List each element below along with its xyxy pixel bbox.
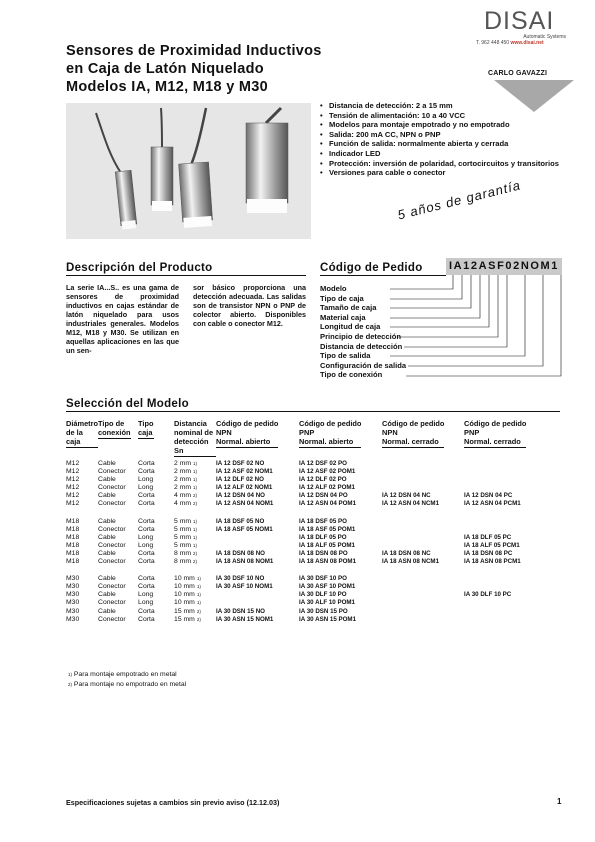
table-cell: IA 30 ASN 15 NOM1 bbox=[216, 615, 274, 623]
table-cell: Cable bbox=[98, 533, 116, 541]
table-cell bbox=[464, 460, 544, 468]
table-cell: Corta bbox=[138, 500, 155, 508]
table-cell bbox=[382, 599, 464, 607]
code-label: Configuración de salida bbox=[320, 360, 407, 370]
table-cell: M18 bbox=[66, 549, 80, 557]
table-row bbox=[66, 608, 544, 616]
order-code-heading: Código de Pedido bbox=[320, 262, 446, 276]
table-cell: 15 mm $^{2)}$ bbox=[174, 615, 201, 623]
table-cell: IA 18 DSN 08 NC bbox=[382, 549, 431, 557]
table-cell bbox=[216, 599, 299, 607]
code-label: Longitud de caja bbox=[320, 322, 381, 332]
table-cell: IA 30 DSF 10 PO bbox=[299, 575, 347, 583]
table-cell bbox=[464, 476, 544, 484]
note-marker: 1) bbox=[193, 542, 198, 548]
table-cell: M12 bbox=[66, 492, 80, 500]
table-cell: IA 12 ALF 02 NOM1 bbox=[216, 484, 273, 492]
brand-name: CARLO GAVAZZI bbox=[488, 70, 548, 77]
table-cell: 10 mm $^{1)}$ bbox=[174, 575, 201, 583]
table-cell: IA 30 ASF 10 POM1 bbox=[299, 583, 356, 591]
table-row bbox=[66, 476, 544, 484]
table-cell: IA 12 DSF 02 PO bbox=[299, 460, 347, 467]
table-cell: IA 12 DSN 04 NC bbox=[382, 492, 431, 500]
table-cell: 2 mm $^{1)}$ bbox=[174, 484, 198, 492]
table-cell: M30 bbox=[66, 599, 80, 607]
table-cell: Corta bbox=[138, 583, 155, 591]
table-cell: IA 18 DSF 05 NO bbox=[216, 517, 265, 525]
table-cell bbox=[382, 534, 464, 542]
table-cell: Cable bbox=[98, 591, 116, 599]
table-cell bbox=[464, 608, 544, 616]
feature-item: • Distancia de detección: 2 a 15 mm bbox=[320, 101, 560, 111]
table-cell: Cable bbox=[98, 549, 116, 557]
table-cell: M12 bbox=[66, 460, 80, 467]
table-cell: Conector bbox=[98, 500, 126, 508]
table-cell: IA 12 DSF 02 NO bbox=[216, 460, 265, 467]
code-label: Tipo de caja bbox=[320, 293, 364, 303]
table-cell: IA 12 ALF 02 POM1 bbox=[299, 484, 355, 492]
table-cell: IA 18 DLF 05 PC bbox=[464, 533, 512, 541]
table-cell: IA 30 DLF 10 PC bbox=[464, 591, 512, 599]
table-cell bbox=[382, 468, 464, 476]
product-photo bbox=[66, 103, 311, 239]
title-line: en Caja de Latón Niquelado bbox=[66, 61, 264, 77]
table-cell bbox=[216, 534, 299, 542]
table-cell: M18 bbox=[66, 541, 80, 549]
table-cell: Conector bbox=[98, 615, 126, 623]
table-cell: Cable bbox=[98, 492, 116, 500]
table-cell: M18 bbox=[66, 517, 80, 525]
description-col-2: sor básico proporciona una detección adecuada. Las salidas son de transistor NPN o PNP de colector abierto. Disponibles con cable o conector M12. bbox=[193, 283, 306, 328]
table-cell: IA 30 DSF 10 NO bbox=[216, 575, 265, 583]
table-cell bbox=[382, 583, 464, 591]
table-cell bbox=[382, 484, 464, 492]
table-cell: IA 30 ASF 10 NOM1 bbox=[216, 583, 273, 591]
table-cell: IA 18 DSF 05 PO bbox=[299, 517, 347, 525]
table-row bbox=[66, 460, 544, 468]
col-header: Tipo caja bbox=[138, 419, 154, 437]
table-cell: Corta bbox=[138, 492, 155, 500]
table-cell: Long bbox=[138, 533, 154, 541]
table-cell: Corta bbox=[138, 575, 155, 583]
table-cell: 10 mm $^{1)}$ bbox=[174, 599, 201, 607]
note-marker: 1) bbox=[196, 576, 201, 582]
code-label: Modelo bbox=[320, 284, 347, 293]
table-cell bbox=[464, 616, 544, 624]
feature-item: • Versiones para cable o conector bbox=[320, 168, 560, 178]
footnote: $^{1)}$ Para montaje empotrado en metal bbox=[68, 671, 177, 678]
code-leader-lines bbox=[390, 275, 570, 385]
note-marker: 2) bbox=[196, 616, 201, 622]
table-cell: IA 18 DSN 08 PC bbox=[464, 549, 513, 557]
table-cell bbox=[464, 484, 544, 492]
code-label: Tamaño de caja bbox=[320, 303, 377, 313]
note-marker: 1) bbox=[193, 526, 198, 532]
logo-contact bbox=[476, 40, 574, 46]
table-cell: 5 mm $^{1)}$ bbox=[174, 517, 198, 525]
table-cell: Cable bbox=[98, 517, 116, 525]
table-cell: IA 30 ASN 15 POM1 bbox=[299, 615, 357, 623]
sensors-photo-icon bbox=[66, 103, 311, 239]
col-header: Código de pedido PNP Normal. abierto bbox=[299, 419, 362, 446]
table-cell bbox=[382, 542, 464, 550]
table-cell: Long bbox=[138, 599, 154, 607]
table-cell: M18 bbox=[66, 558, 80, 566]
table-cell bbox=[216, 542, 299, 550]
table-row bbox=[66, 558, 544, 566]
feature-item: • Salida: 200 mA CC, NPN o PNP bbox=[320, 130, 560, 140]
table-cell: Conector bbox=[98, 558, 126, 566]
feature-item: • Modelos para montaje empotrado y no empotrado bbox=[320, 120, 560, 130]
table-cell bbox=[382, 476, 464, 484]
table-cell: IA 18 ASN 08 POM1 bbox=[299, 558, 357, 566]
code-label: Tipo de conexión bbox=[320, 370, 383, 380]
note-marker: 1) bbox=[196, 592, 201, 598]
note-marker: 1) bbox=[193, 534, 198, 540]
table-cell bbox=[382, 591, 464, 599]
note-marker: 2) bbox=[193, 493, 198, 499]
table-cell: IA 30 DSN 15 NO bbox=[216, 607, 265, 615]
table-cell: M30 bbox=[66, 607, 80, 615]
table-row bbox=[66, 599, 544, 607]
table-cell: Cable bbox=[98, 476, 116, 484]
table-cell: Conector bbox=[98, 583, 126, 591]
table-cell: M30 bbox=[66, 591, 80, 599]
description-heading: Descripción del Producto bbox=[66, 262, 306, 276]
table-cell bbox=[216, 591, 299, 599]
table-cell: Corta bbox=[138, 525, 155, 533]
table-cell: 5 mm $^{1)}$ bbox=[174, 525, 198, 533]
table-cell: IA 18 ASF 05 NOM1 bbox=[216, 525, 273, 533]
table-header-row bbox=[66, 419, 544, 460]
table-cell bbox=[464, 518, 544, 526]
table-row bbox=[66, 616, 544, 624]
table-row bbox=[66, 550, 544, 558]
table-row bbox=[66, 534, 544, 542]
table-cell: M30 bbox=[66, 575, 80, 583]
table-cell: 10 mm $^{1)}$ bbox=[174, 591, 201, 599]
table-cell: Conector bbox=[98, 599, 126, 607]
table-cell: IA 18 ASN 08 NOM1 bbox=[216, 558, 274, 566]
table-row bbox=[66, 500, 544, 508]
group-spacer bbox=[66, 509, 544, 518]
note-marker: 1) bbox=[193, 477, 198, 483]
table-cell: Long bbox=[138, 484, 154, 492]
footnote: $^{2)}$ Para montaje no empotrado en metal bbox=[68, 681, 187, 688]
table-cell: IA 18 DSN 08 PO bbox=[299, 549, 348, 557]
table-row bbox=[66, 468, 544, 476]
table-cell: IA 12 ASF 02 POM1 bbox=[299, 468, 356, 476]
table-cell: IA 12 ASN 04 POM1 bbox=[299, 500, 357, 508]
logo-phone: T. 962 448 450 bbox=[476, 40, 510, 46]
table-row bbox=[66, 583, 544, 591]
table-cell bbox=[464, 526, 544, 534]
logo-name: DISAI bbox=[484, 7, 555, 35]
description-col-1: La serie IA...S.. es una gama de sensores de proximidad inductivos en cajas estándar de latón niquelado para usos industriales generales. Modelos M12, M18 y M30. Se utilizan en aquellas aplicaciones en las que un sen- bbox=[66, 283, 179, 355]
table-cell: M18 bbox=[66, 525, 80, 533]
table-cell: M12 bbox=[66, 468, 80, 476]
col-header: Código de pedido NPN Normal. abierto bbox=[216, 419, 279, 446]
table-cell bbox=[464, 468, 544, 476]
table-cell: Long bbox=[138, 476, 154, 484]
col-header: Código de pedido PNP Normal. cerrado bbox=[464, 419, 527, 446]
table-cell bbox=[382, 460, 464, 468]
table-cell: IA 18 DSN 08 NO bbox=[216, 549, 265, 557]
table-cell bbox=[464, 599, 544, 607]
features-list bbox=[320, 101, 560, 178]
col-header: Distancia nominal de detección Sn bbox=[174, 419, 216, 460]
table-cell bbox=[382, 518, 464, 526]
table-cell: IA 12 DSN 04 PO bbox=[299, 492, 348, 500]
feature-item: • Función de salida: normalmente abierta y cerrada bbox=[320, 139, 560, 149]
col-header: Código de pedido NPN Normal. cerrado bbox=[382, 419, 445, 446]
table-cell: Conector bbox=[98, 541, 126, 549]
note-marker: 2) bbox=[193, 501, 198, 507]
table-row bbox=[66, 591, 544, 599]
note-marker: 2) bbox=[196, 608, 201, 614]
table-cell: Cable bbox=[98, 607, 116, 615]
table-cell: Conector bbox=[98, 525, 126, 533]
table-cell bbox=[382, 526, 464, 534]
table-cell: Conector bbox=[98, 468, 126, 476]
code-label: Tipo de salida bbox=[320, 351, 371, 361]
table-cell: 8 mm $^{2)}$ bbox=[174, 549, 198, 557]
table-cell: Corta bbox=[138, 549, 155, 557]
note-marker: 1) bbox=[193, 461, 198, 466]
table-cell: M12 bbox=[66, 476, 80, 484]
note-marker: 1) bbox=[193, 518, 198, 524]
table-cell: IA 30 DLF 10 PO bbox=[299, 591, 347, 599]
col-header: Diámetro de la caja bbox=[66, 419, 99, 446]
table-cell: 15 mm $^{2)}$ bbox=[174, 607, 201, 615]
selection-heading: Selección del Modelo bbox=[66, 398, 560, 412]
title-line: Sensores de Proximidad Inductivos bbox=[66, 43, 322, 59]
code-label: Principio de detección bbox=[320, 331, 402, 341]
table-cell: IA 12 ASF 02 NOM1 bbox=[216, 468, 273, 476]
table-cell: IA 18 ALF 05 POM1 bbox=[299, 541, 355, 549]
note-marker: 1) bbox=[196, 584, 201, 590]
table-cell: M12 bbox=[66, 484, 80, 492]
note-marker: 1) bbox=[196, 600, 201, 606]
footnotes bbox=[66, 670, 186, 690]
logo-subtitle: Automatic Systems bbox=[523, 34, 566, 40]
table-cell: Cable bbox=[98, 460, 116, 467]
table-cell: Corta bbox=[138, 460, 155, 467]
table-cell: M30 bbox=[66, 583, 80, 591]
table-row bbox=[66, 526, 544, 534]
order-code-example: IA12ASF02NOM1 bbox=[446, 258, 562, 275]
table-cell: IA 12 DSN 04 PC bbox=[464, 492, 513, 500]
table-cell bbox=[382, 608, 464, 616]
table-cell: 8 mm $^{2)}$ bbox=[174, 558, 198, 566]
table-cell: M30 bbox=[66, 615, 80, 623]
table-cell: M18 bbox=[66, 533, 80, 541]
note-marker: 2) bbox=[193, 550, 198, 556]
feature-item: • Protección: inversión de polaridad, cortocircuitos y transitorios bbox=[320, 159, 560, 169]
feature-item: • Indicador LED bbox=[320, 149, 560, 159]
table-cell: IA 18 ASN 08 PCM1 bbox=[464, 558, 521, 566]
table-cell: IA 12 ASN 04 NOM1 bbox=[216, 500, 274, 508]
table-cell: 2 mm $^{1)}$ bbox=[174, 468, 198, 476]
table-cell bbox=[464, 575, 544, 583]
table-cell: Cable bbox=[98, 575, 116, 583]
table-cell: IA 18 ASN 08 NCM1 bbox=[382, 558, 440, 566]
table-cell: Corta bbox=[138, 607, 155, 615]
code-label: Distancia de detección bbox=[320, 341, 403, 351]
table-cell bbox=[382, 575, 464, 583]
table-cell: IA 18 ASF 05 POM1 bbox=[299, 525, 356, 533]
note-marker: 2) bbox=[193, 559, 198, 565]
page-number: 1 bbox=[557, 797, 562, 806]
note-marker: 1) bbox=[193, 485, 198, 491]
table-cell: 5 mm $^{1)}$ bbox=[174, 533, 198, 541]
table-cell: 10 mm $^{1)}$ bbox=[174, 583, 201, 591]
table-cell bbox=[464, 583, 544, 591]
table-cell: 5 mm $^{1)}$ bbox=[174, 541, 198, 549]
table-cell: 4 mm $^{2)}$ bbox=[174, 500, 198, 508]
table-row bbox=[66, 484, 544, 492]
table-cell: Long bbox=[138, 541, 154, 549]
table-cell: Conector bbox=[98, 484, 126, 492]
page-title bbox=[66, 42, 322, 96]
table-row bbox=[66, 542, 544, 550]
table-row bbox=[66, 492, 544, 500]
table-cell: IA 30 ALF 10 POM1 bbox=[299, 599, 355, 607]
title-line: Modelos IA, M12, M18 y M30 bbox=[66, 79, 268, 95]
table-cell: Corta bbox=[138, 615, 155, 623]
group-spacer bbox=[66, 566, 544, 575]
table-cell: 4 mm $^{2)}$ bbox=[174, 492, 198, 500]
warranty-text: 5 años de garantía bbox=[396, 177, 523, 223]
table-cell: Long bbox=[138, 591, 154, 599]
table-cell: IA 12 ASN 04 NCM1 bbox=[382, 500, 440, 508]
table-cell: IA 30 DSN 15 PO bbox=[299, 607, 348, 615]
table-cell: IA 12 DSN 04 NO bbox=[216, 492, 265, 500]
footer-text: Especificaciones sujetas a cambios sin previo aviso (12.12.03) bbox=[66, 798, 280, 807]
feature-item: • Tensión de alimentación: 10 a 40 VCC bbox=[320, 111, 560, 121]
table-cell: IA 12 DLF 02 NO bbox=[216, 476, 264, 484]
table-cell: Corta bbox=[138, 468, 155, 476]
disai-logo bbox=[476, 7, 574, 46]
table-cell bbox=[382, 616, 464, 624]
table-cell: Corta bbox=[138, 517, 155, 525]
table-row bbox=[66, 518, 544, 526]
table-body bbox=[66, 460, 544, 624]
table-row bbox=[66, 575, 544, 583]
note-marker: 1) bbox=[193, 469, 198, 475]
table-cell: M12 bbox=[66, 500, 80, 508]
table-cell: 2 mm $^{1)}$ bbox=[174, 476, 198, 484]
table-cell: IA 18 ALF 05 PCM1 bbox=[464, 541, 520, 549]
logo-web: www.disai.net bbox=[510, 40, 544, 46]
code-label: Material caja bbox=[320, 312, 366, 322]
table-cell: Corta bbox=[138, 558, 155, 566]
model-selection-table bbox=[66, 419, 544, 624]
table-cell: IA 12 ASN 04 PCM1 bbox=[464, 500, 521, 508]
table-cell: IA 12 DLF 02 PO bbox=[299, 476, 347, 484]
col-header: Tipo de conexión bbox=[98, 419, 131, 437]
table-cell: IA 18 DLF 05 PO bbox=[299, 533, 347, 541]
table-cell: 2 mm $^{1)}$ bbox=[174, 460, 198, 467]
